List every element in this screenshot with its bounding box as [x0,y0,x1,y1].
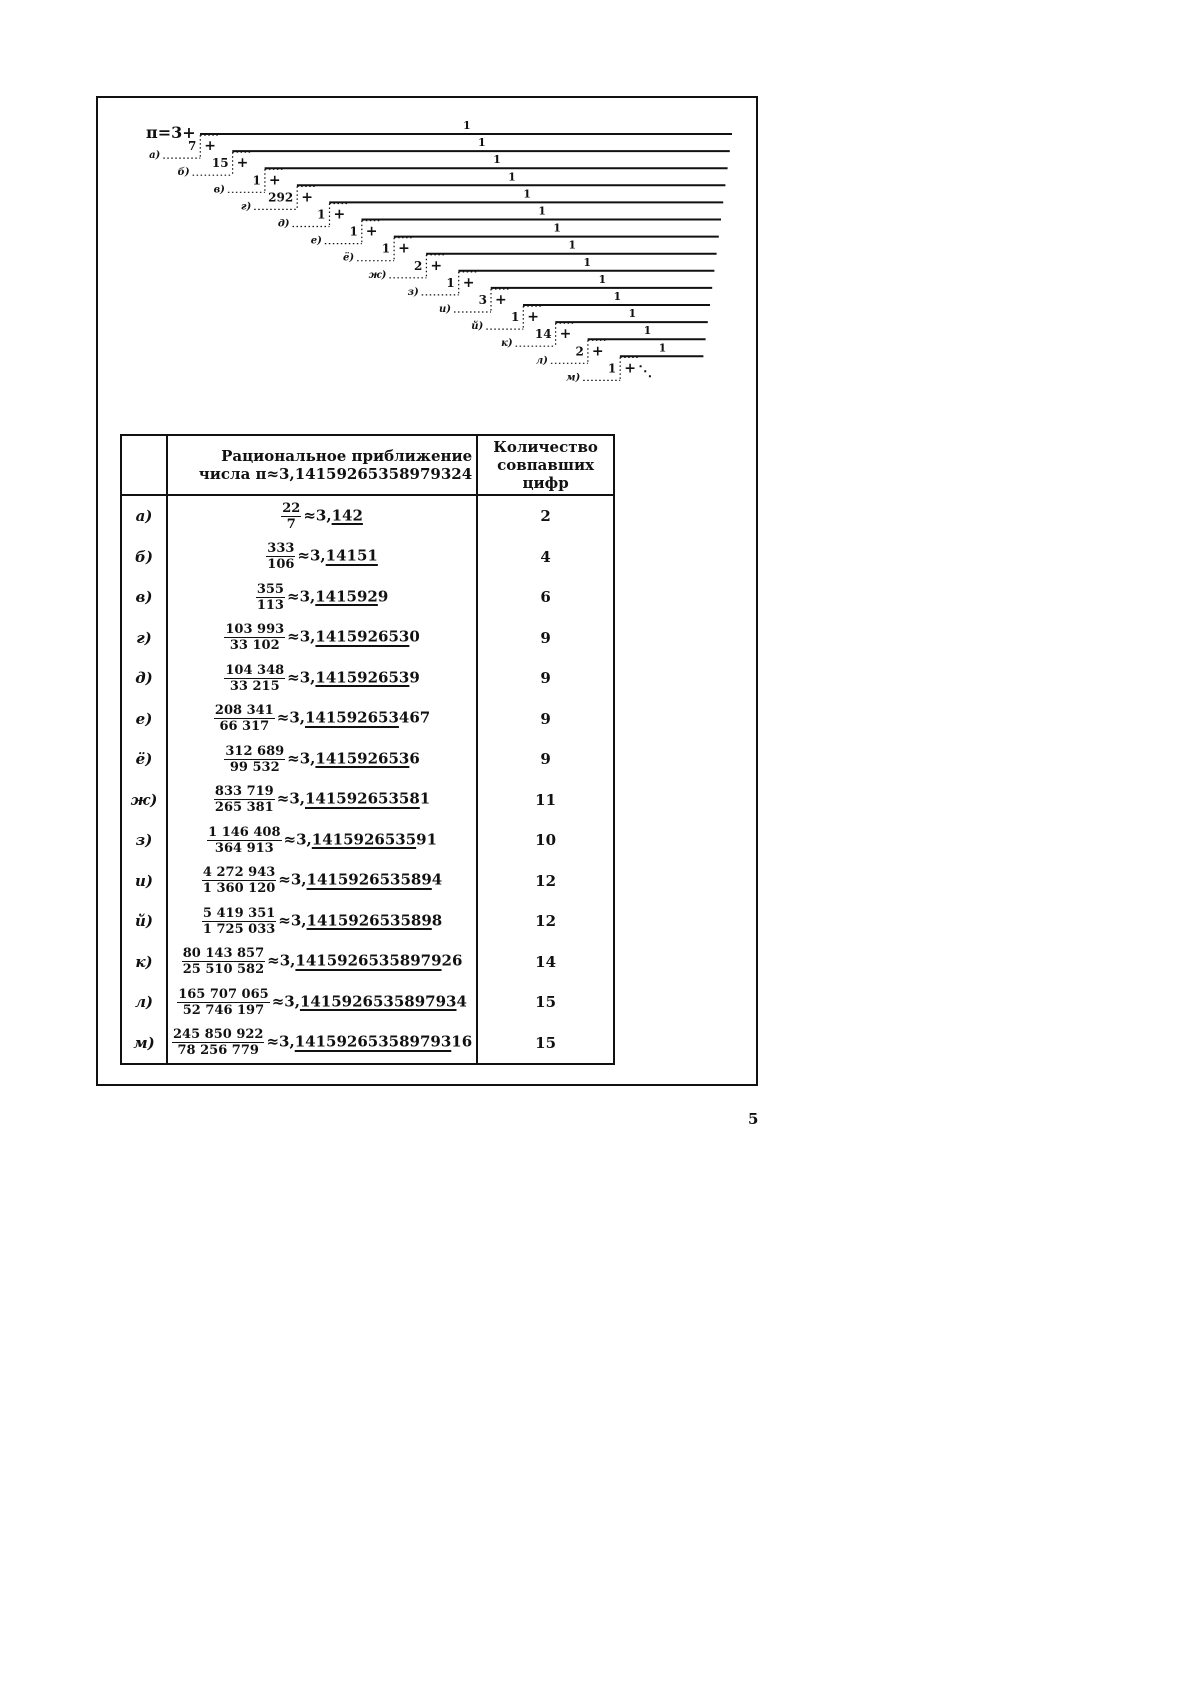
matching-digits: 141592653589 [306,870,432,889]
numerator-one: 1 [658,341,667,355]
fraction [214,704,275,733]
approx-symbol: ≈ [283,830,297,849]
row-match-count: 6 [540,588,551,607]
row-approximation [167,942,477,983]
step-label: й) [471,321,484,333]
step-label: к) [501,338,513,350]
step-label: д) [277,218,290,230]
fraction-denominator: 265 381 [214,800,274,816]
plus-sign: + [527,309,540,326]
fraction [266,542,295,571]
matching-digits: 141592653589793 [299,992,457,1011]
remaining-digits: 1 [419,789,431,808]
row-label: л) [134,993,154,1012]
fraction-numerator: 104 348 [225,662,285,678]
decimal-integer-part: 3, [299,749,316,768]
remaining-digits: 9 [409,668,420,687]
row-approximation [167,495,477,537]
fraction-denominator: 7 [286,516,296,532]
step-label: м) [565,372,581,384]
row-match-count: 9 [540,750,551,769]
partial-quotient: 2 [575,344,584,359]
fraction-denominator: 52 746 197 [182,1002,265,1018]
fraction [224,664,285,693]
row-label: ё) [135,750,153,769]
fraction-numerator: 165 707 065 [178,986,269,1002]
fraction-numerator: 245 850 922 [173,1027,264,1043]
decimal-integer-part: 3, [299,668,316,687]
plus-sign: + [430,257,443,274]
approx-symbol: ≈ [271,992,285,1011]
table-row [121,618,614,659]
numerator-one: 1 [493,153,501,167]
row-match-count: 9 [540,628,551,647]
partial-quotient: 15 [211,156,229,171]
numerator-one: 1 [568,238,577,252]
matching-digits: 14159265358 [304,789,420,808]
table-row [121,942,614,983]
partial-quotient: 1 [510,310,520,325]
remaining-digits: 91 [416,830,438,849]
partial-quotient: 3 [478,293,487,307]
decimal-value [300,749,420,767]
row-approximation [167,780,477,821]
approx-symbol: ≈ [266,1032,280,1051]
matching-digits: 14159265358979 [295,951,442,970]
table-row [121,780,614,821]
row-approximation [167,861,477,902]
remaining-digits: 6 [409,749,420,768]
row-approximation [167,1023,477,1065]
partial-quotient: 1 [381,241,391,256]
remaining-digits: 4 [431,870,443,889]
step-label: е) [310,235,322,247]
decimal-value [280,952,463,970]
approximation-table [120,434,615,1065]
pi-equals-three-plus: π=3+ [146,123,196,142]
row-label: д) [135,669,153,688]
row-match-count: 9 [540,669,551,688]
decimal-value [300,668,420,686]
numerator-one: 1 [613,290,622,303]
step-label: б) [177,167,190,179]
row-label: к) [135,952,153,971]
fraction-numerator: 312 689 [225,743,285,759]
plus-sign: + [333,206,346,223]
numerator-one: 1 [463,119,471,132]
numerator-one: 1 [508,170,516,184]
decimal-value [310,547,378,565]
remaining-digits: 9 [377,587,389,606]
decimal-value [300,628,420,646]
fraction-numerator: 208 341 [214,703,274,719]
matching-digits: 141592653 [315,668,410,687]
step-label: и) [438,304,451,315]
matching-digits: 141592653 [315,749,410,768]
approx-symbol: ≈ [286,587,300,606]
matching-digits: 14151 [325,546,378,565]
matching-digits: 141592653 [304,708,399,727]
step-label: ж) [368,269,387,281]
step-label: л) [535,355,548,367]
remaining-digits: 467 [398,708,431,727]
fraction [214,785,275,814]
step-label: з) [407,286,419,298]
row-match-count: 12 [535,871,557,890]
row-label: м) [133,1033,155,1052]
table-row [121,982,614,1023]
approx-symbol: ≈ [278,870,291,889]
fraction [256,583,285,612]
matching-digits: 141592653 [315,627,410,646]
row-label: в) [135,588,153,607]
fraction-numerator: 4 272 943 [202,865,276,881]
fraction-denominator: 1 725 033 [202,921,276,937]
numerator-one: 1 [628,307,637,321]
row-label: ж) [130,790,158,809]
plus-sign: + [462,274,475,291]
fraction-denominator: 99 532 [229,759,280,775]
fraction-denominator: 78 256 779 [177,1043,259,1059]
partial-quotient: 2 [414,258,423,273]
decimal-integer-part: 3, [289,789,305,808]
numerator-one: 1 [643,324,652,338]
continued-fraction [96,96,758,406]
plus-sign: + [204,138,217,155]
decimal-integer-part: 3, [315,506,332,525]
plus-sign: + [398,240,410,257]
table-row [121,1023,614,1065]
decimal-integer-part: 3, [279,951,296,970]
header-approximation [167,435,477,495]
matching-digits: 141592 [315,587,378,606]
approx-symbol: ≈ [287,668,300,687]
numerator-one: 1 [553,221,561,235]
approx-symbol: ≈ [287,749,300,768]
matching-digits: 141592653589 [306,911,432,930]
decimal-value [279,1033,472,1051]
page-number: 5 [748,1110,759,1128]
row-approximation [167,901,477,942]
remaining-digits: 4 [456,992,467,1011]
partial-quotient: 1 [317,207,326,222]
row-match-count: 15 [535,1033,557,1052]
fraction [172,1028,264,1057]
header-approx-line1: Рациональное приближение [221,447,473,465]
decimal-integer-part: 3, [296,830,312,849]
plus-sign: + [236,155,249,172]
numerator-one: 1 [523,187,531,201]
plus-sign: + [301,189,313,206]
row-match-count: 2 [540,507,551,526]
fraction [202,866,276,895]
table-row [121,577,614,618]
table-row [121,739,614,780]
fraction-denominator: 25 510 582 [182,962,265,978]
ellipsis: ⋱ [638,363,653,380]
plus-sign: + [365,223,378,240]
decimal-integer-part: 3, [289,708,305,727]
row-approximation [167,577,477,618]
fraction-numerator: 1 146 408 [208,824,281,840]
decimal-value [284,992,467,1010]
step-label: г) [240,201,252,213]
row-approximation [167,618,477,659]
decimal-value [300,587,389,605]
numerator-one: 1 [583,255,592,269]
row-approximation [167,699,477,740]
row-approximation [167,820,477,861]
row-approximation [167,658,477,699]
approx-symbol: ≈ [276,789,290,808]
remaining-digits: 0 [409,627,420,646]
table-row [121,495,614,537]
fraction-numerator: 333 [267,541,295,557]
approx-symbol: ≈ [287,627,300,646]
row-label: й) [134,912,153,931]
fraction-numerator: 833 719 [214,784,274,800]
row-match-count: 10 [535,831,557,850]
fraction [177,988,269,1017]
fraction-denominator: 106 [267,557,295,573]
decimal-integer-part: 3, [279,1032,295,1051]
approx-symbol: ≈ [276,708,290,727]
numerator-one: 1 [538,204,546,218]
fraction-denominator: 1 360 120 [202,881,276,897]
partial-quotient: 14 [534,327,552,342]
step-label: а) [149,150,161,162]
fraction-numerator: 5 419 351 [202,905,276,921]
step-label: в) [213,184,225,196]
decimal-integer-part: 3, [299,627,316,646]
table-row [121,658,614,699]
decimal-value [291,871,442,889]
decimal-integer-part: 3, [284,992,300,1011]
remaining-digits: 8 [431,911,443,930]
decimal-integer-part: 3, [290,870,307,889]
step-label: ё) [343,252,355,264]
decimal-value [289,790,430,808]
decimal-value [291,911,442,929]
partial-quotient: 1 [607,361,617,376]
row-match-count: 11 [535,790,557,809]
table-row [121,861,614,902]
decimal-value [296,830,437,848]
matching-digits: 1415926535 [311,830,417,849]
partial-quotient: 1 [446,275,455,290]
decimal-value [316,506,363,524]
fraction-denominator: 364 913 [214,840,274,856]
table-header-row [121,435,614,495]
fraction [202,907,276,936]
remaining-digits: 26 [441,951,463,970]
fraction-denominator: 66 317 [219,719,270,735]
row-match-count: 12 [535,912,557,931]
row-label: б) [135,547,153,566]
plus-sign: + [624,360,636,377]
approx-symbol: ≈ [303,506,316,525]
row-label: и) [134,871,153,890]
remaining-digits: 16 [451,1032,473,1051]
approx-symbol: ≈ [278,911,291,930]
header-count-line2: совпавших цифр [497,456,595,492]
numerator-one: 1 [478,136,486,150]
plus-sign: + [495,292,507,308]
partial-quotient: 7 [187,139,197,154]
header-count-line1: Количество [493,438,598,456]
matching-digits: 141592653589793 [294,1032,452,1051]
table-row [121,537,614,578]
decimal-value [289,709,430,727]
fraction [182,947,265,976]
fraction-denominator: 33 215 [229,678,280,694]
row-label: з) [135,831,153,850]
decimal-integer-part: 3, [290,911,307,930]
row-approximation [167,982,477,1023]
header-label [121,435,167,495]
fraction [207,826,281,855]
fraction-numerator: 355 [256,581,284,597]
fraction [224,745,285,774]
row-approximation [167,537,477,578]
row-match-count: 15 [535,993,557,1012]
fraction [224,623,285,652]
table-row [121,820,614,861]
fraction-numerator: 103 993 [225,622,285,638]
row-match-count: 14 [535,952,557,971]
partial-quotient: 1 [349,224,358,239]
partial-quotient: 292 [268,190,294,205]
header-count [477,435,614,495]
decimal-integer-part: 3, [310,546,326,565]
row-match-count: 9 [540,709,551,728]
table-row [121,699,614,740]
approx-symbol: ≈ [297,546,310,565]
plus-sign: + [591,343,604,360]
fraction-numerator: 80 143 857 [182,946,265,962]
matching-digits: 142 [331,506,363,525]
row-approximation [167,739,477,780]
partial-quotient: 1 [252,173,261,188]
plus-sign: + [268,172,281,189]
row-label: а) [135,507,153,526]
fraction-denominator: 33 102 [229,638,280,654]
fraction-numerator: 22 [282,500,301,516]
approx-symbol: ≈ [267,951,280,970]
row-label: е) [135,709,153,728]
fraction-denominator: 113 [256,597,284,613]
row-match-count: 4 [540,547,551,566]
decimal-integer-part: 3, [299,587,316,606]
numerator-one: 1 [598,272,607,286]
row-label: г) [136,628,152,647]
plus-sign: + [559,326,572,343]
fraction [281,502,301,531]
table-row [121,901,614,942]
header-approx-line2: числа π≈3,14159265358979324 [198,465,473,483]
